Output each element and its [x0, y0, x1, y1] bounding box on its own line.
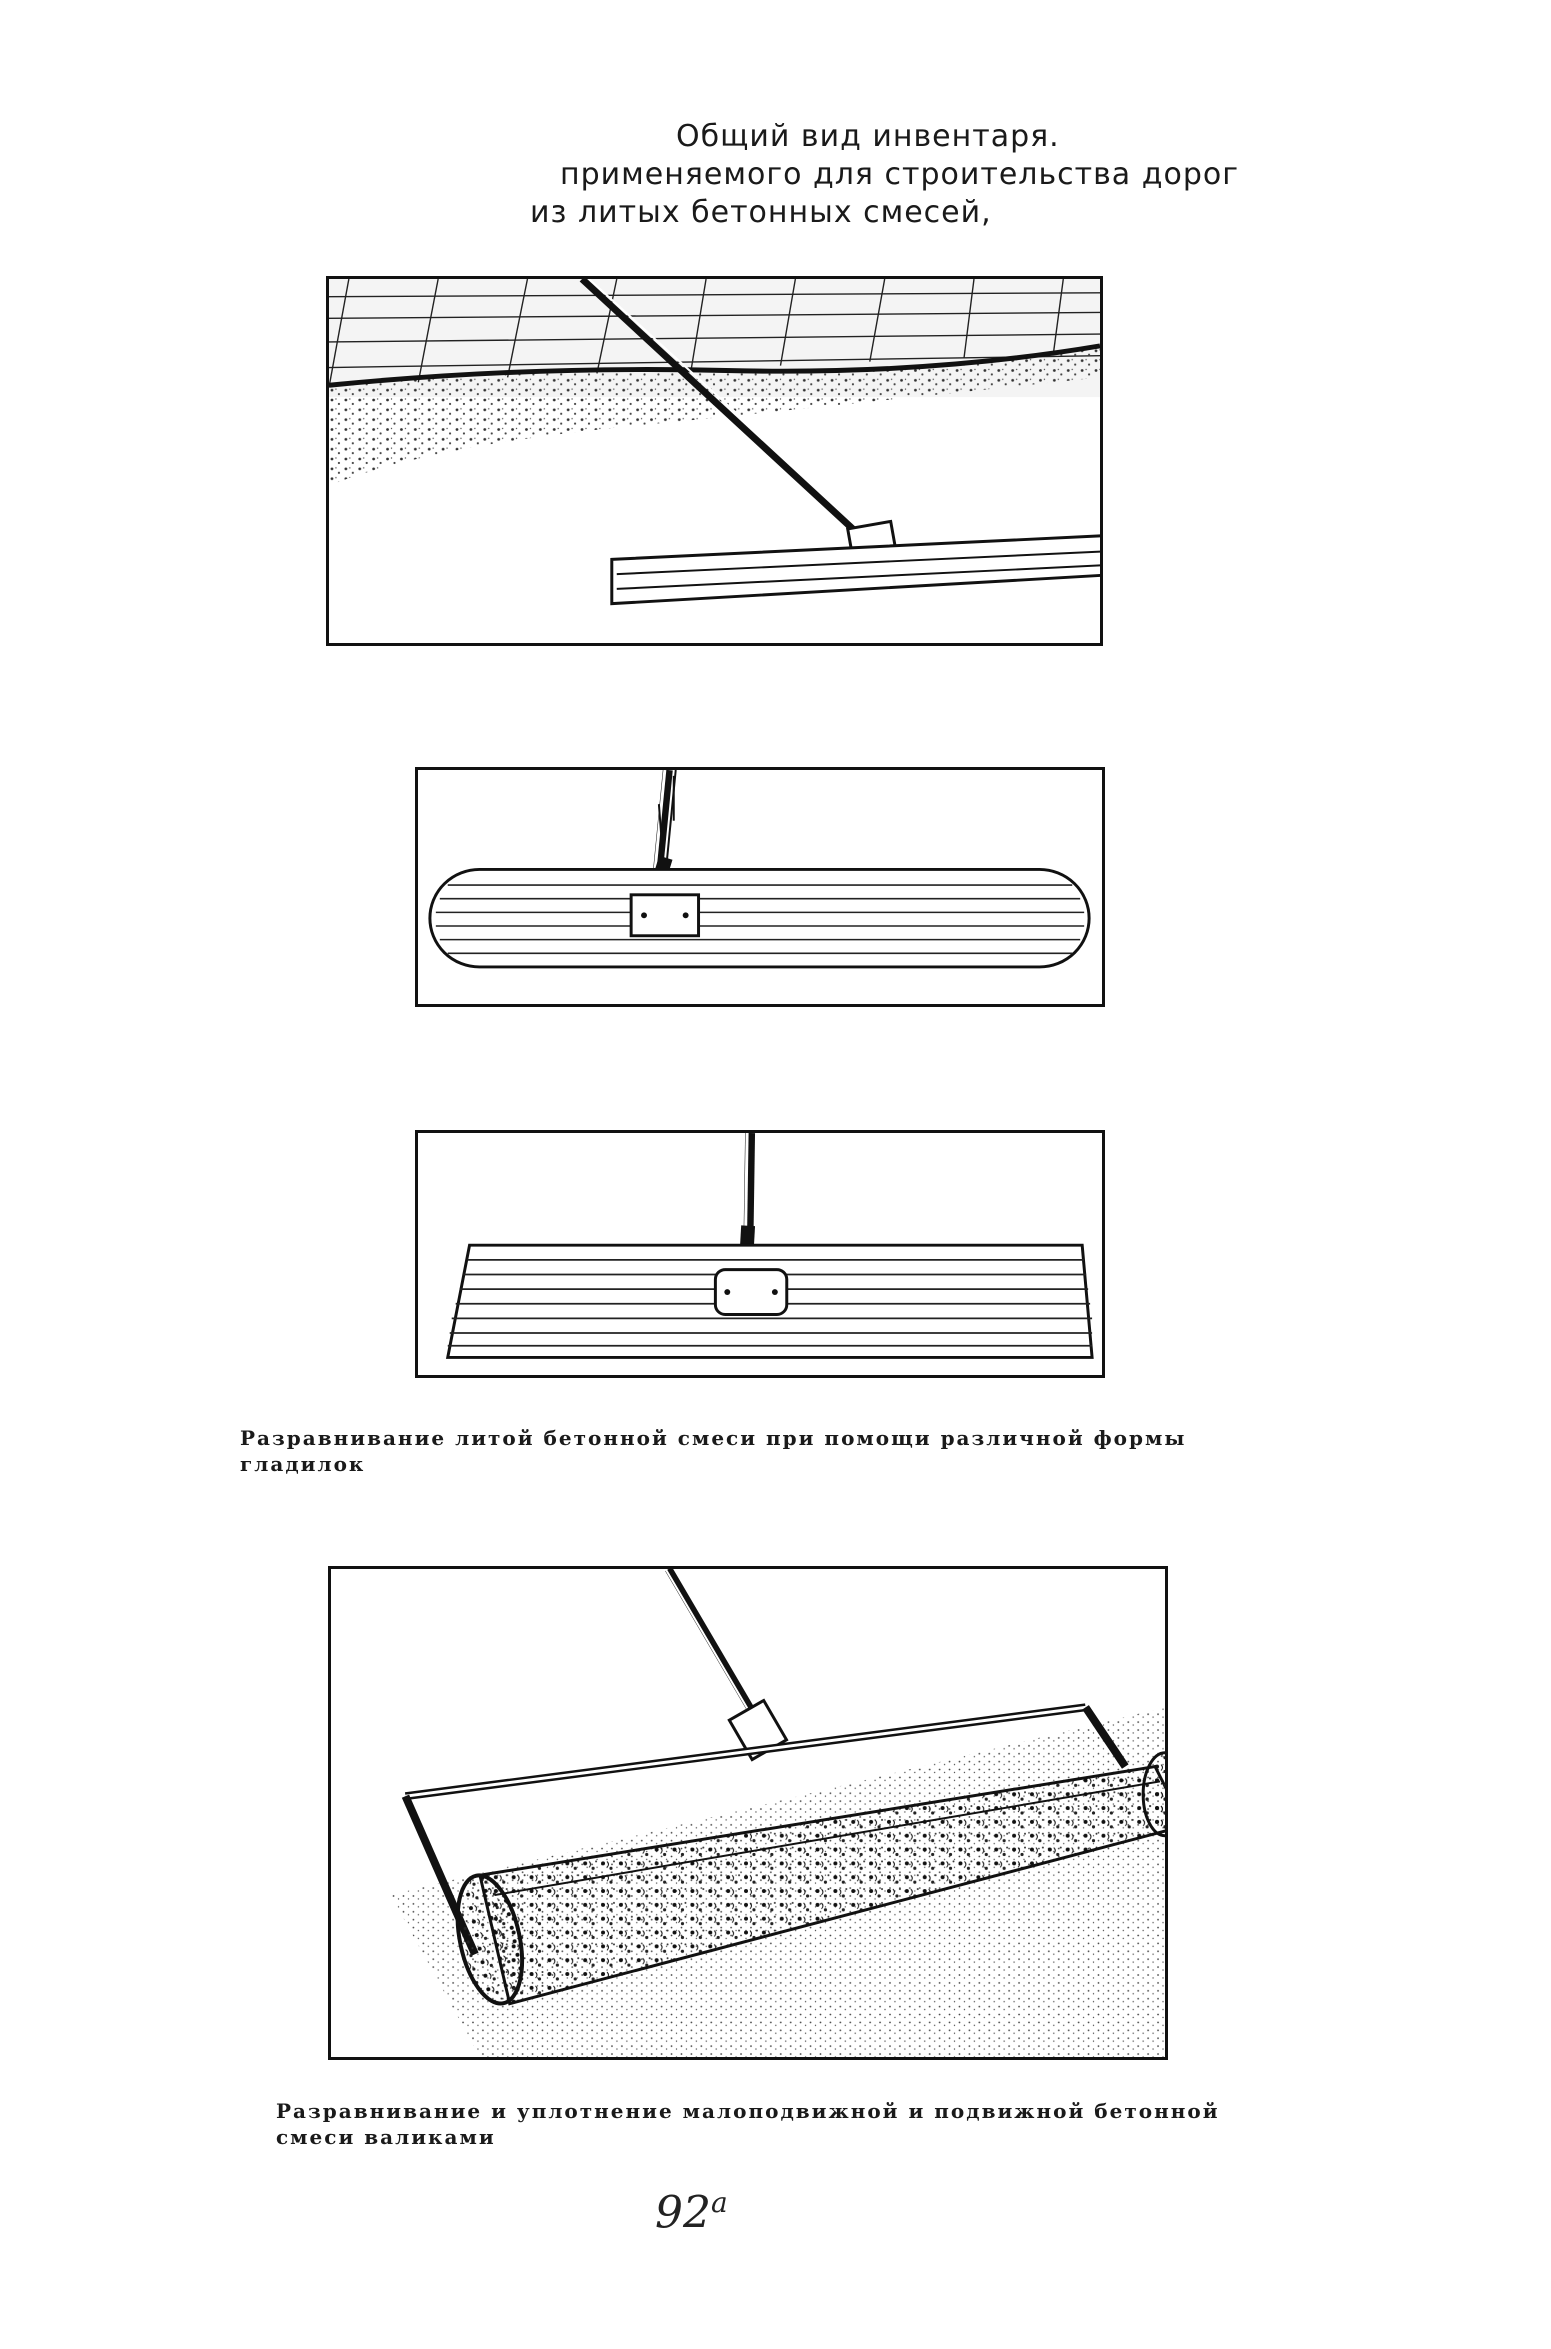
road-screed-on-grid-illustration-icon	[329, 279, 1100, 643]
title-line-1: Общий вид инвентаря.	[676, 119, 1060, 154]
title-line-3: из литых бетонных смесей,	[530, 195, 992, 230]
page-number	[655, 2186, 728, 2239]
rounded-float-trowel-illustration-icon	[418, 770, 1102, 1004]
document-title	[500, 118, 1239, 232]
title-line-2: применяемого для строительства дорог	[560, 157, 1239, 192]
compaction-roller-illustration-icon	[331, 1569, 1165, 2057]
rolling-caption-line-1: Разравнивание и уплотнение малоподвижной и подвижной бетонной	[276, 2099, 1220, 2123]
page-number-main: 92	[655, 2187, 711, 2239]
leveling-caption-line-2: гладилок	[240, 1452, 366, 1476]
leveling-caption	[240, 1425, 1186, 1477]
ribbed-float-figure	[415, 1130, 1105, 1378]
road-screed-figure	[326, 276, 1103, 646]
ribbed-float-trowel-illustration-icon	[418, 1133, 1102, 1375]
leveling-caption-line-1: Разравнивание литой бетонной смеси при помощи различной формы	[240, 1426, 1187, 1450]
roller-figure	[328, 1566, 1168, 2060]
rounded-float-figure	[415, 767, 1105, 1007]
rolling-caption-line-2: смеси валиками	[276, 2125, 496, 2149]
page-number-suffix: а	[711, 2186, 728, 2219]
rolling-caption	[276, 2098, 1220, 2150]
